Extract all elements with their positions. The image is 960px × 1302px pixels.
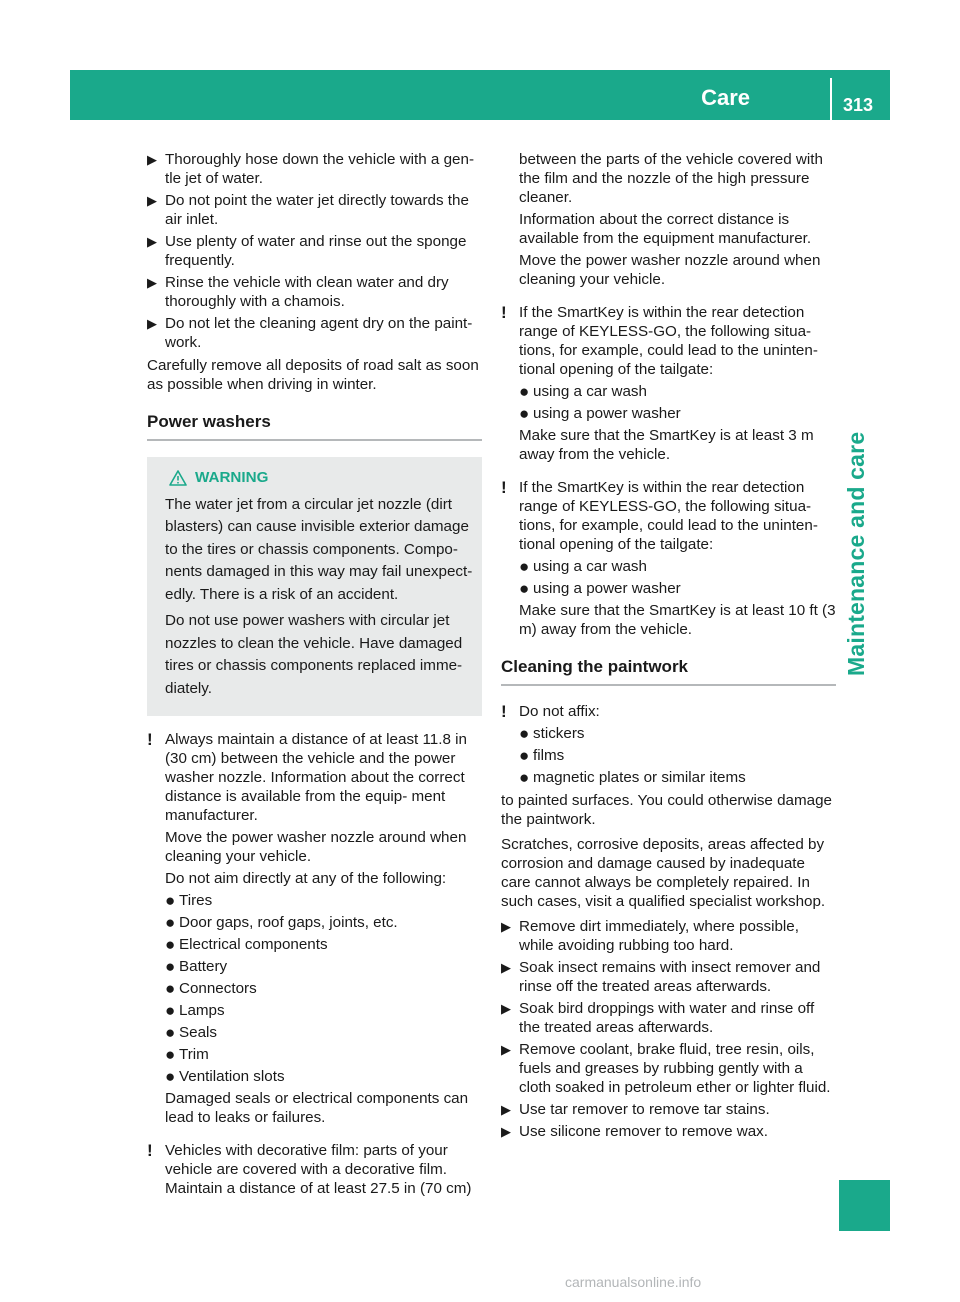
paragraph: Carefully remove all deposits of road salt as soon as possible when driving in winter. bbox=[147, 357, 479, 393]
step-arrow-icon: ▶ bbox=[501, 1001, 511, 1016]
note-block: ! Always maintain a distance of at least 11.8 in (30 cm) between the vehicle and the power washer nozzle. Information about the correct distance is available from the equip- ment manufacturer. Move the power washer nozzle around when cleaning your vehicle. Do not aim directly at any of the following: ● Tires ● Door gaps, roof gaps, joints, etc. ● Electrical components ● Battery ● Connectors ● Lamps ● Seals ● Trim ● Ventilation slots Damaged seals or electrical components can lead to leaks or failures. bbox=[147, 730, 482, 1127]
side-tab bbox=[839, 431, 890, 680]
footer-url: carmanualsonline.info bbox=[565, 1274, 702, 1290]
paragraph: to painted surfaces. You could otherwise damage the paintwork. bbox=[501, 792, 832, 828]
bullet-icon: ● bbox=[165, 1001, 176, 1020]
warning-triangle-icon bbox=[169, 470, 187, 486]
warning-text: The water jet from a circular jet nozzle (dirt blasters) can cause invisible exterior damage to the tires or chassis components. Compo- nents damaged in this way may fail unexpect- edly. There is a risk of an accident. bbox=[165, 495, 473, 603]
list-item: ● Door gaps, roof gaps, joints, etc. bbox=[165, 913, 398, 932]
step-item: ▶ Soak bird droppings with water and rinse off the treated areas afterwards. bbox=[501, 1000, 815, 1036]
bullet-icon: ● bbox=[165, 1023, 176, 1042]
warning-text: Do not use power washers with circular jet nozzles to clean the vehicle. Have damaged tires or chassis components replaced imme- diately. bbox=[165, 612, 463, 697]
list-item: ● magnetic plates or similar items bbox=[519, 768, 746, 787]
step-item: ▶ Use silicone remover to remove wax. bbox=[501, 1123, 768, 1140]
list-item: ● Seals bbox=[165, 1023, 217, 1042]
step-arrow-icon: ▶ bbox=[501, 919, 511, 934]
exclamation-icon: ! bbox=[501, 702, 507, 721]
bullet-icon: ● bbox=[165, 1045, 176, 1064]
side-tab-label: Maintenance and care bbox=[843, 431, 869, 676]
bullet-icon: ● bbox=[165, 957, 176, 976]
list-item: ● Electrical components bbox=[165, 935, 328, 954]
list-item: ● Lamps bbox=[165, 1001, 225, 1020]
bullet-icon: ● bbox=[519, 579, 530, 598]
exclamation-icon: ! bbox=[147, 730, 153, 749]
bullet-icon: ● bbox=[165, 1067, 176, 1086]
step-arrow-icon: ▶ bbox=[501, 1102, 511, 1117]
list-item: ● using a power washer bbox=[519, 404, 681, 423]
step-item: ▶ Remove dirt immediately, where possible, while avoiding rubbing too hard. bbox=[501, 918, 799, 954]
list-item: ● stickers bbox=[519, 724, 585, 743]
warning-box bbox=[147, 457, 482, 716]
bullet-icon: ● bbox=[165, 935, 176, 954]
list-item: ● Battery bbox=[165, 957, 228, 976]
warning-title: WARNING bbox=[165, 467, 474, 490]
header-separator bbox=[830, 78, 832, 120]
bullet-icon: ● bbox=[165, 891, 176, 910]
step-item: ▶ Rinse the vehicle with clean water and dry thoroughly with a chamois. bbox=[147, 274, 449, 310]
step-item: ▶ Do not let the cleaning agent dry on the paint- work. bbox=[147, 315, 473, 351]
step-item: ▶ Remove coolant, brake fluid, tree resin, oils, fuels and greases by rubbing gently with a cloth soaked in petroleum ether or lighter fluid. bbox=[501, 1041, 831, 1096]
heading-cleaning-paintwork: Cleaning the paintwork bbox=[501, 657, 836, 686]
list-item: ● films bbox=[519, 746, 565, 765]
step-arrow-icon: ▶ bbox=[147, 152, 157, 167]
note-block: ! If the SmartKey is within the rear detection range of KEYLESS-GO, the following situa- tions, for example, could lead to the uninten- tional opening of the tailgate: ● using a car wash ● using a power washer Make sure that the SmartKey is at least 3 m away from the vehicle. bbox=[501, 303, 836, 464]
step-item: ▶ Use plenty of water and rinse out the sponge frequently. bbox=[147, 233, 467, 269]
list-item: ● Trim bbox=[165, 1045, 209, 1064]
step-arrow-icon: ▶ bbox=[147, 234, 157, 249]
bullet-icon: ● bbox=[165, 979, 176, 998]
step-item: ▶ Use tar remover to remove tar stains. bbox=[501, 1101, 770, 1118]
step-arrow-icon: ▶ bbox=[501, 1042, 511, 1057]
bullet-icon: ● bbox=[519, 746, 530, 765]
step-arrow-icon: ▶ bbox=[147, 316, 157, 331]
side-marker bbox=[839, 1180, 890, 1231]
list-item: ● using a car wash bbox=[519, 382, 647, 401]
bullet-icon: ● bbox=[519, 768, 530, 787]
exclamation-icon: ! bbox=[501, 478, 507, 497]
left-column bbox=[147, 150, 482, 1206]
exclamation-icon: ! bbox=[147, 1141, 153, 1160]
step-item: ▶ Soak insect remains with insect remover and rinse off the treated areas afterwards. bbox=[501, 959, 821, 995]
step-arrow-icon: ▶ bbox=[147, 193, 157, 208]
note-continuation: between the parts of the vehicle covered with the film and the nozzle of the high pressure cleaner. Information about the correct distance is available from the equipment manufacturer. Move the power washer nozzle around when cleaning your vehicle. bbox=[519, 151, 823, 288]
list-item: ● using a car wash bbox=[519, 557, 647, 576]
note-block: ! If the SmartKey is within the rear detection range of KEYLESS-GO, the following situa- tions, for example, could lead to the uninten- tional opening of the tailgate: ● using a car wash ● using a power washer Make sure that the SmartKey is at least 10 ft (3 m) away from the vehicle. bbox=[501, 478, 836, 638]
list-item: ● Tires bbox=[165, 891, 213, 910]
step-arrow-icon: ▶ bbox=[501, 960, 511, 975]
list-item: ● Connectors bbox=[165, 979, 257, 998]
list-item: ● Ventilation slots bbox=[165, 1067, 285, 1086]
right-column bbox=[501, 150, 836, 1144]
step-arrow-icon: ▶ bbox=[501, 1124, 511, 1139]
step-item: ▶ Do not point the water jet directly towards the air inlet. bbox=[147, 192, 469, 228]
bullet-icon: ● bbox=[519, 724, 530, 743]
bullet-icon: ● bbox=[165, 913, 176, 932]
step-arrow-icon: ▶ bbox=[147, 275, 157, 290]
section-title-text: Care bbox=[701, 85, 750, 110]
bullet-icon: ● bbox=[519, 404, 530, 423]
note-block: ! Vehicles with decorative film: parts of your vehicle are covered with a decorative film. Maintain a distance of at least 27.5 in (70 cm) bbox=[147, 1141, 472, 1197]
heading-power-washers: Power washers bbox=[147, 412, 482, 441]
header-bar bbox=[70, 70, 890, 120]
exclamation-icon: ! bbox=[501, 303, 507, 322]
bullet-icon: ● bbox=[519, 382, 530, 401]
page-number: 313 bbox=[843, 95, 874, 115]
paragraph: Scratches, corrosive deposits, areas affected by corrosion and damage caused by inadequate care cannot always be completely repaired. In such cases, visit a qualified specialist workshop. bbox=[501, 836, 826, 910]
step-item: ▶ Thoroughly hose down the vehicle with a gen- tle jet of water. bbox=[147, 151, 475, 187]
note-block: ! Do not affix: ● stickers ● films ● magnetic plates or similar items bbox=[501, 702, 836, 787]
bullet-icon: ● bbox=[519, 557, 530, 576]
list-item: ● using a power washer bbox=[519, 579, 681, 598]
